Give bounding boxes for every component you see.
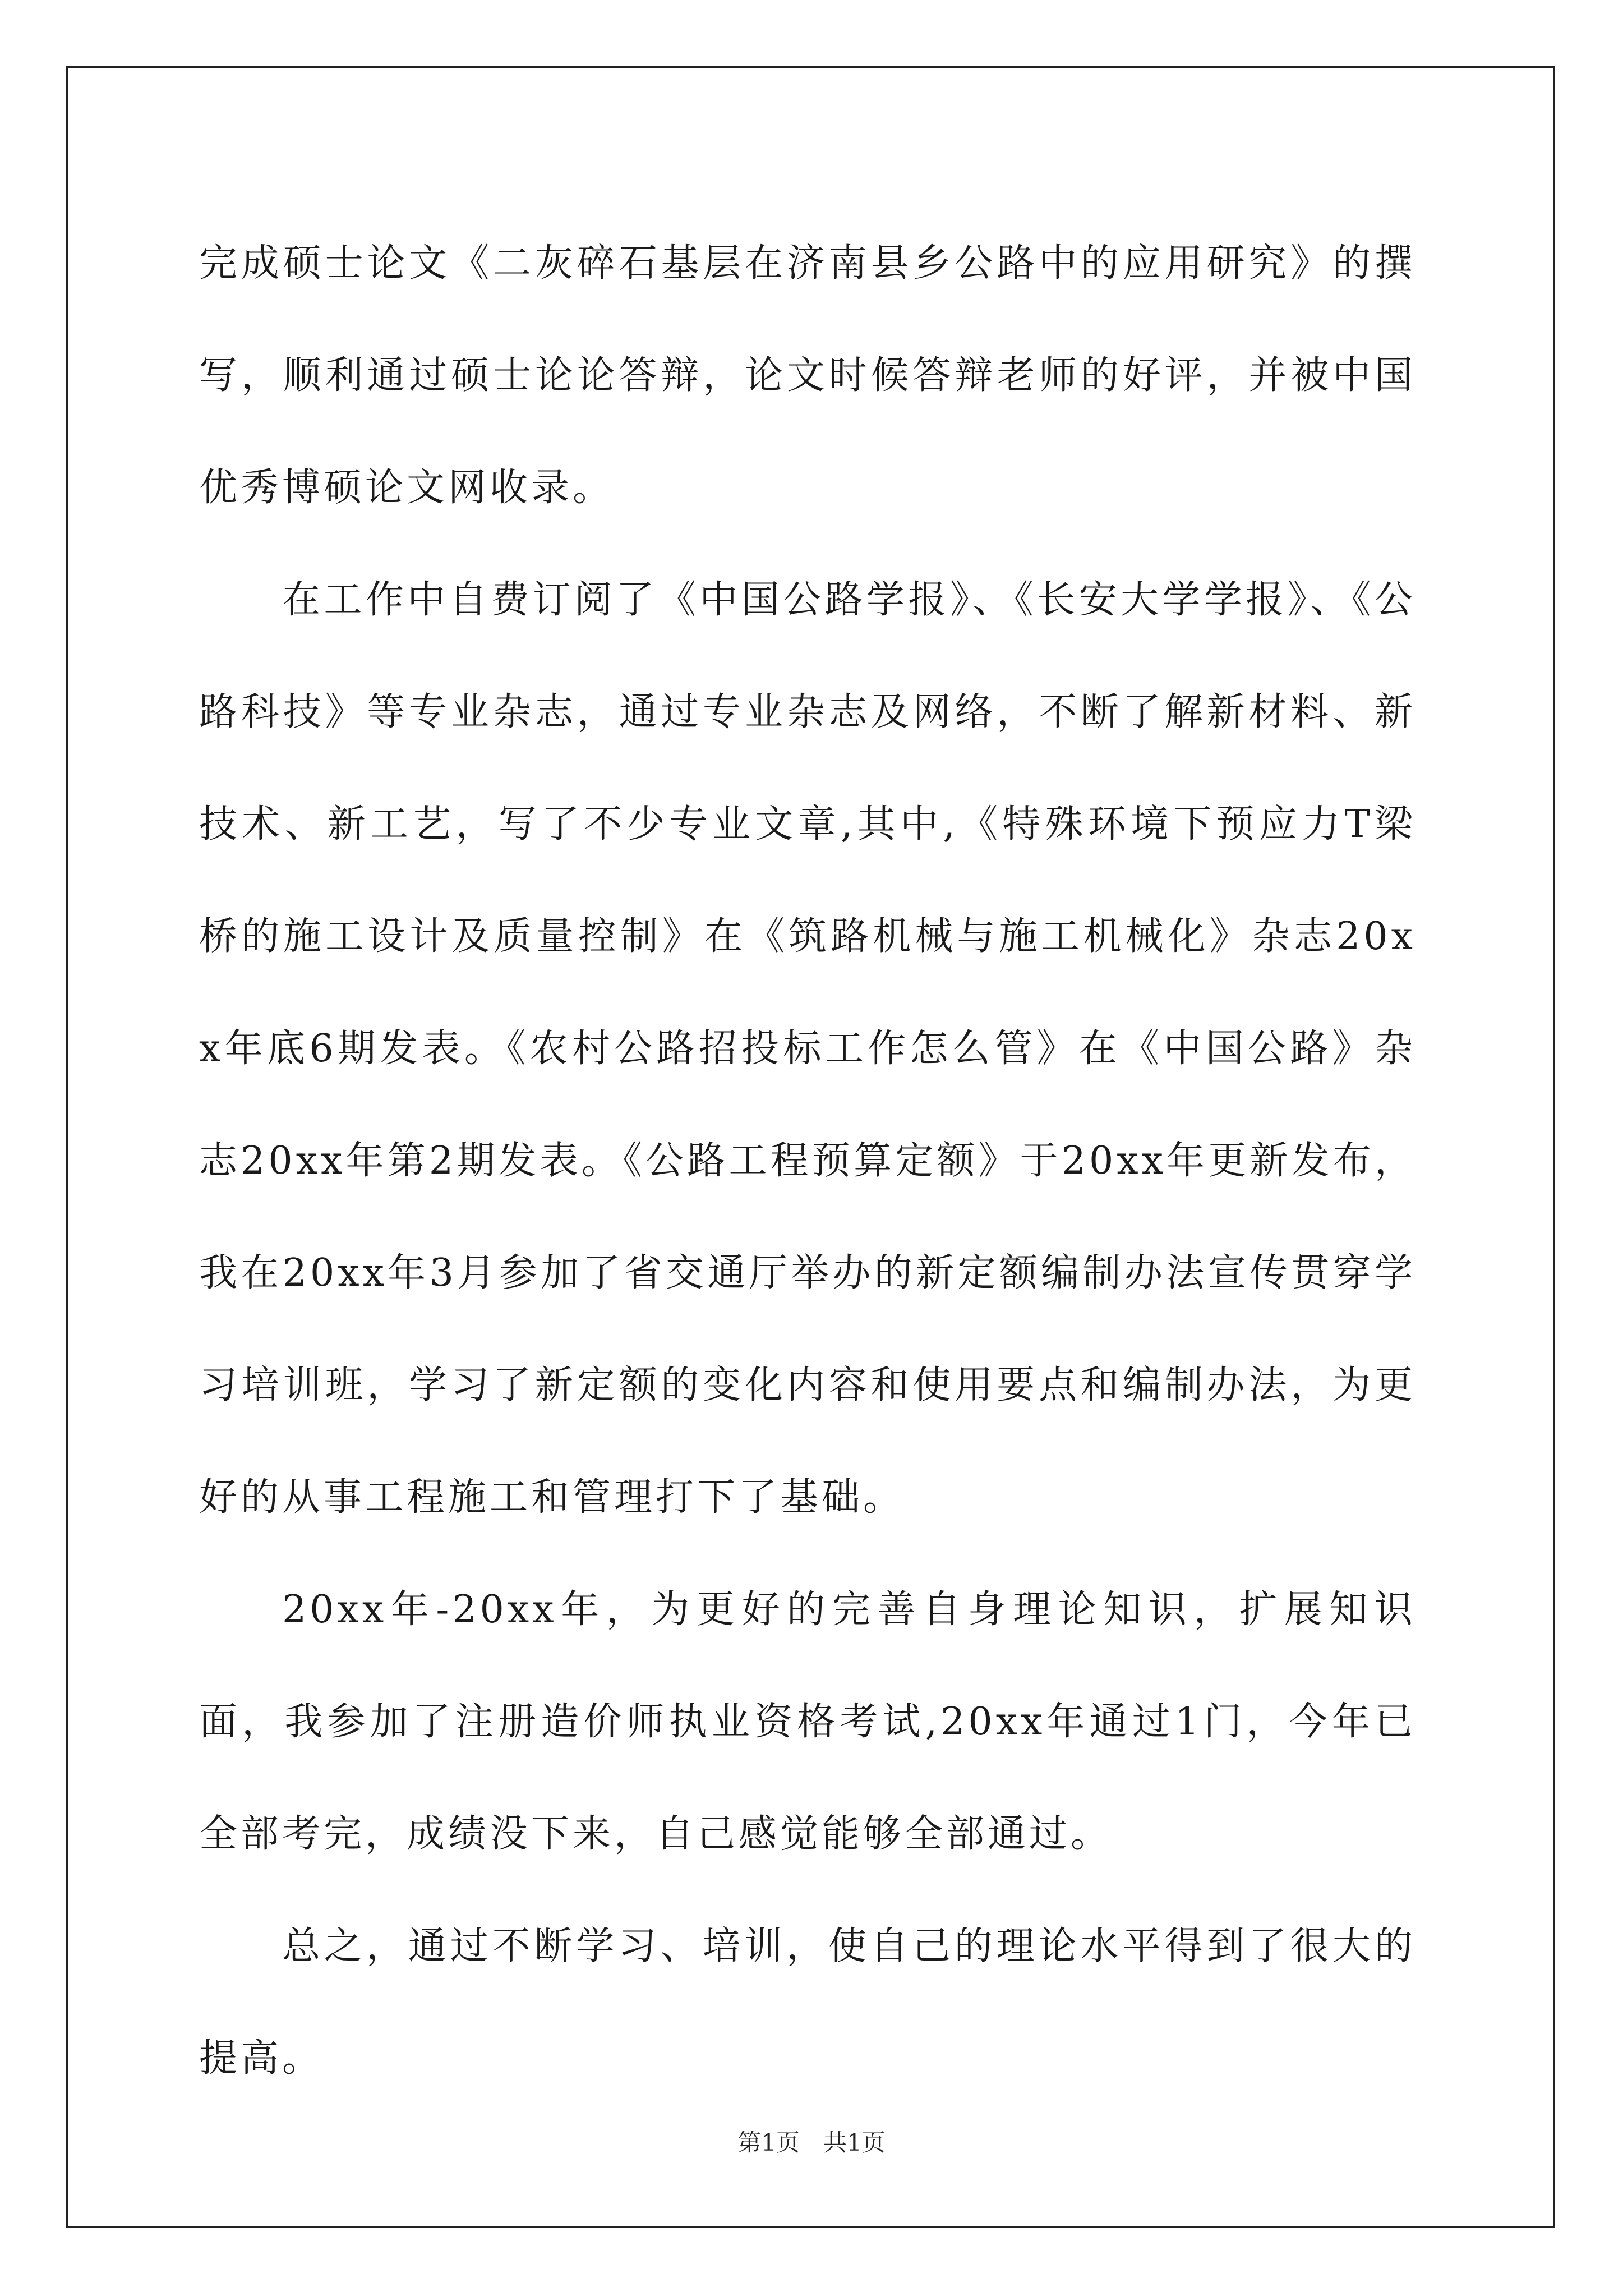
document-body: [199, 208, 1416, 2115]
paragraph-4: 总之，通过不断学习、培训，使自己的理论水平得到了很大的提高。: [199, 1924, 1416, 2081]
page-footer: 第1页 共1页: [737, 2129, 886, 2156]
paragraph-3: 20xx年-20xx年，为更好的完善自身理论知识，扩展知识面，我参加了注册造价师执业资格考试,20xx年通过1门，今年已全部考完，成绩没下来，自己感觉能够全部通过。: [199, 1588, 1416, 1856]
paragraph-1: 完成硕士论文《二灰碎石基层在济南县乡公路中的应用研究》的撰写，顺利通过硕士论论答辩，论文时候答辩老师的好评，并被中国优秀博硕论文网收录。: [199, 241, 1416, 510]
paragraph-2: 在工作中自费订阅了《中国公路学报》、《长安大学学报》、《公路科技》等专业杂志，通过专业杂志及网络，不断了解新材料、新技术、新工艺，写了不少专业文章,其中,《特殊环境下预应力T梁桥的施工设计及质量控制》在《筑路机械与施工机械化》杂志20xx年底6期发表。《农村公路招投标工作怎么管》在《中国公路》杂志20xx年第2期发表。《公路工程预算定额》于20xx年更新发布，我在20xx年3月参加了省交通厅举办的新定额编制办法宣传贯穿学习培训班，学习了新定额的变化内容和使用要点和编制办法，为更好的从事工程施工和管理打下了基础。: [199, 578, 1416, 1520]
